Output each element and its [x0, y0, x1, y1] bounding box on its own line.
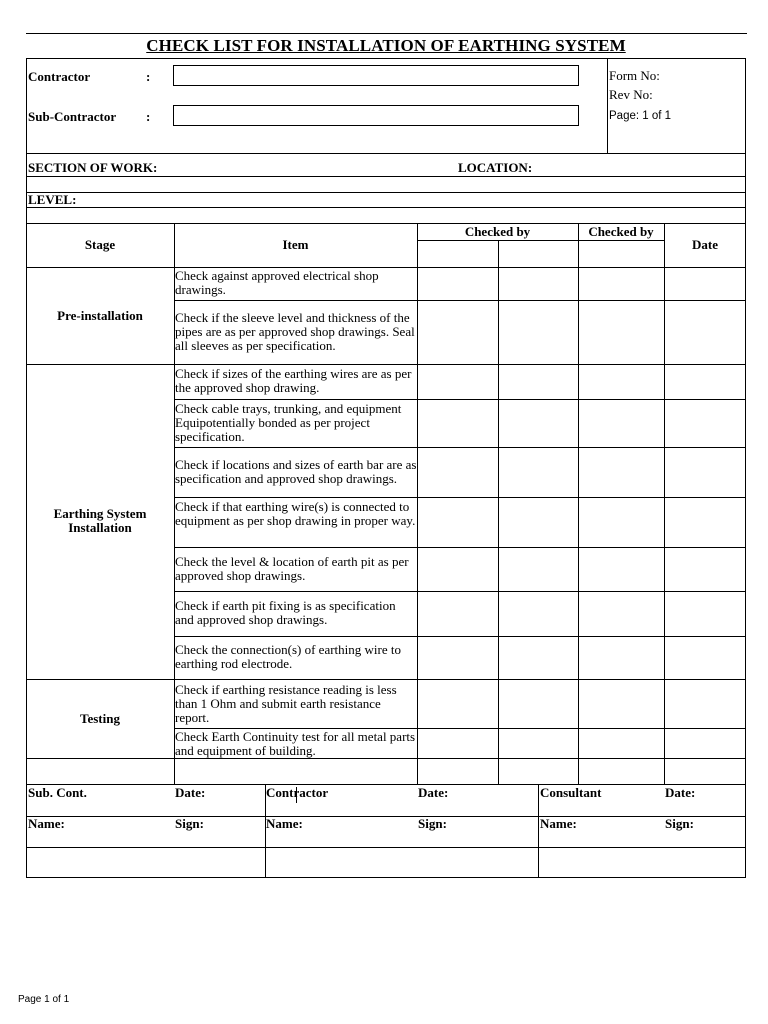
divider: [417, 240, 664, 241]
divider: [26, 192, 746, 193]
divider: [174, 497, 746, 498]
header-divider: [607, 59, 608, 154]
item-text: Check if locations and sizes of earth bar are as specification and approved shop drawings.: [175, 457, 417, 486]
divider: [26, 267, 746, 268]
rev-no: Rev No:: [609, 87, 653, 102]
divider: [417, 224, 418, 785]
item-text: Check if the sleeve level and thickness of the pipes are as per approved shop drawings. Seal all sleeves as per specification.: [175, 310, 415, 353]
consultant-date-label: Date:: [665, 785, 696, 800]
sub-cont-date-label: Date:: [175, 785, 206, 800]
divider: [538, 785, 539, 878]
stage-earthing-installation: Earthing System Installation: [53, 506, 147, 535]
checked-by-header-1: Checked by: [464, 224, 531, 239]
contractor-field[interactable]: [173, 65, 579, 86]
divider: [498, 240, 499, 785]
sub-cont-name-label: Name:: [28, 816, 65, 831]
divider: [174, 399, 746, 400]
stage-header: Stage: [84, 237, 116, 252]
item-header: Item: [282, 237, 309, 252]
divider: [174, 447, 746, 448]
subcontractor-field[interactable]: [173, 105, 579, 126]
top-rule: [26, 33, 747, 34]
page-title: CHECK LIST FOR INSTALLATION OF EARTHING SYSTEM: [146, 36, 626, 55]
location-label: LOCATION:: [458, 160, 533, 175]
level-label: LEVEL:: [28, 192, 77, 207]
contractor-date-label: Date:: [418, 785, 449, 800]
item-text: Check if that earthing wire(s) is connected to equipment as per shop drawing in proper way.: [175, 499, 416, 528]
section-of-work-label: SECTION OF WORK:: [28, 160, 158, 175]
item-text: Check Earth Continuity test for all metal parts and equipment of building.: [175, 729, 416, 758]
divider: [26, 758, 746, 759]
date-header: Date: [692, 237, 718, 252]
subcontractor-colon: :: [146, 109, 151, 124]
page-number: Page: 1 of 1: [609, 110, 672, 122]
divider: [578, 224, 579, 785]
item-text: Check cable trays, trunking, and equipment Equipotentially bonded as per project specification.: [175, 401, 402, 444]
divider: [664, 224, 665, 785]
divider: [296, 787, 297, 803]
divider: [26, 153, 746, 154]
consultant-label: Consultant: [540, 785, 602, 800]
contractor-colon: :: [146, 69, 151, 84]
item-text: Check if earth pit fixing is as specification and approved shop drawings.: [175, 598, 396, 627]
divider: [26, 176, 746, 177]
footer-page-number: Page 1 of 1: [18, 994, 70, 1005]
checked-by-header-2: Checked by: [588, 224, 654, 239]
form-no: Form No:: [609, 68, 660, 83]
divider: [26, 679, 746, 680]
divider: [174, 300, 746, 301]
stage-pre-installation: Pre-installation: [57, 308, 143, 323]
stage-testing: Testing: [80, 711, 120, 726]
item-text: Check the connection(s) of earthing wire to earthing rod electrode.: [175, 642, 401, 671]
contractor-name-label: Name:: [266, 816, 303, 831]
divider: [174, 547, 746, 548]
divider: [26, 784, 746, 785]
item-text: Check against approved electrical shop drawings.: [175, 268, 379, 297]
divider: [26, 847, 746, 848]
divider: [26, 207, 746, 208]
divider: [174, 636, 746, 637]
contractor-signoff-label: Contractor: [266, 785, 329, 800]
consultant-name-label: Name:: [540, 816, 577, 831]
consultant-sign-label: Sign:: [665, 816, 694, 831]
sub-cont-sign-label: Sign:: [175, 816, 204, 831]
divider: [26, 816, 746, 817]
item-text: Check if earthing resistance reading is less than 1 Ohm and submit earth resistance report.: [175, 682, 397, 725]
contractor-label: Contractor: [28, 69, 91, 84]
divider: [26, 364, 746, 365]
sub-cont-label: Sub. Cont.: [28, 785, 87, 800]
item-text: Check the level & location of earth pit as per approved shop drawings.: [175, 554, 409, 583]
item-text: Check if sizes of the earthing wires are as per the approved shop drawing.: [175, 366, 412, 395]
contractor-sign-label: Sign:: [418, 816, 447, 831]
divider: [174, 591, 746, 592]
subcontractor-label: Sub-Contractor: [28, 109, 117, 124]
